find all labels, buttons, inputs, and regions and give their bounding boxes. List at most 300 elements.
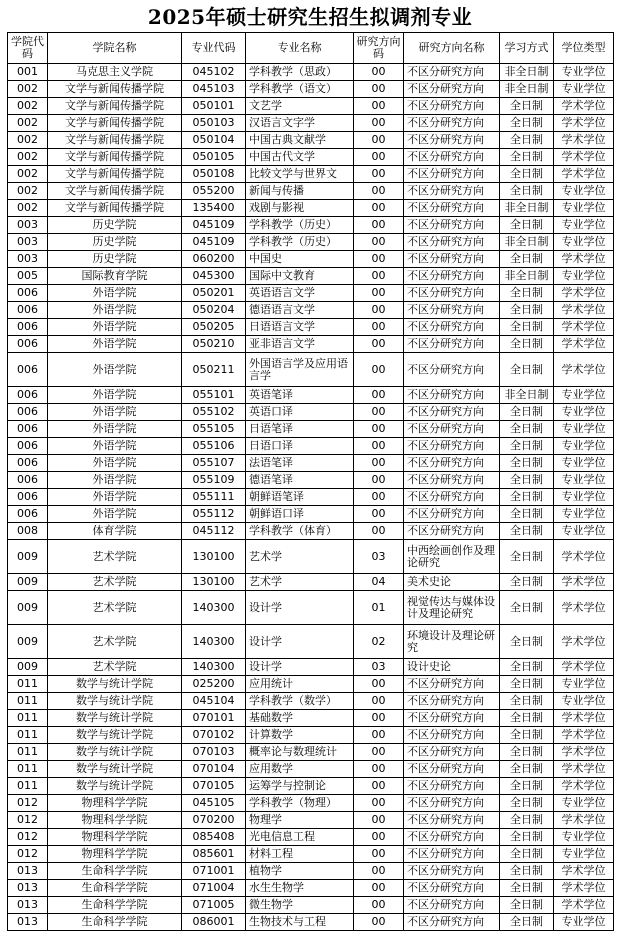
table-row	[8, 387, 614, 404]
cell-direction-name: 不区分研究方向	[404, 166, 500, 183]
cell-major-name: 学科教学（历史）	[246, 217, 354, 234]
cell-direction-name: 不区分研究方向	[404, 353, 500, 387]
cell-direction-name: 不区分研究方向	[404, 285, 500, 302]
cell-degree-type: 学术学位	[554, 625, 614, 659]
cell-direction-code: 00	[354, 523, 404, 540]
cell-study-mode: 全日制	[500, 438, 554, 455]
table-row	[8, 880, 614, 897]
table-row	[8, 64, 614, 81]
cell-direction-code: 00	[354, 438, 404, 455]
cell-direction-code: 00	[354, 506, 404, 523]
cell-direction-name: 不区分研究方向	[404, 336, 500, 353]
cell-major-name: 英语语言文学	[246, 285, 354, 302]
cell-direction-name: 不区分研究方向	[404, 81, 500, 98]
cell-major-name: 应用数学	[246, 761, 354, 778]
cell-college-name: 数学与统计学院	[48, 778, 182, 795]
cell-degree-type: 专业学位	[554, 455, 614, 472]
header-direction-code: 研究方向码	[354, 33, 404, 64]
cell-major-code: 055109	[182, 472, 246, 489]
cell-major-code: 050101	[182, 98, 246, 115]
cell-study-mode: 全日制	[500, 829, 554, 846]
cell-direction-code: 00	[354, 115, 404, 132]
cell-major-code: 140300	[182, 659, 246, 676]
cell-study-mode: 全日制	[500, 523, 554, 540]
cell-study-mode: 全日制	[500, 727, 554, 744]
cell-direction-code: 00	[354, 914, 404, 931]
cell-degree-type: 专业学位	[554, 693, 614, 710]
cell-college-code: 013	[8, 880, 48, 897]
cell-major-code: 045112	[182, 523, 246, 540]
table-row	[8, 183, 614, 200]
table-row	[8, 353, 614, 387]
cell-study-mode: 全日制	[500, 540, 554, 574]
cell-major-name: 日语语言文学	[246, 319, 354, 336]
cell-direction-name: 不区分研究方向	[404, 744, 500, 761]
cell-college-code: 013	[8, 897, 48, 914]
header-college-code: 学院代码	[8, 33, 48, 64]
cell-direction-code: 00	[354, 897, 404, 914]
table-row	[8, 693, 614, 710]
cell-major-code: 055106	[182, 438, 246, 455]
cell-major-code: 050108	[182, 166, 246, 183]
cell-major-code: 070200	[182, 812, 246, 829]
cell-college-name: 外语学院	[48, 285, 182, 302]
cell-study-mode: 全日制	[500, 217, 554, 234]
cell-major-code: 070105	[182, 778, 246, 795]
cell-college-name: 马克思主义学院	[48, 64, 182, 81]
cell-study-mode: 全日制	[500, 880, 554, 897]
table-row	[8, 268, 614, 285]
cell-college-name: 数学与统计学院	[48, 676, 182, 693]
cell-major-name: 朝鲜语口译	[246, 506, 354, 523]
cell-degree-type: 专业学位	[554, 200, 614, 217]
cell-degree-type: 专业学位	[554, 387, 614, 404]
cell-major-name: 设计学	[246, 591, 354, 625]
cell-major-name: 亚非语言文学	[246, 336, 354, 353]
table-row	[8, 132, 614, 149]
cell-college-code: 012	[8, 829, 48, 846]
cell-direction-name: 不区分研究方向	[404, 506, 500, 523]
cell-major-name: 应用统计	[246, 676, 354, 693]
cell-degree-type: 学术学位	[554, 319, 614, 336]
cell-college-name: 外语学院	[48, 438, 182, 455]
cell-direction-code: 00	[354, 846, 404, 863]
cell-college-name: 文学与新闻传播学院	[48, 98, 182, 115]
table-row	[8, 472, 614, 489]
cell-direction-name: 不区分研究方向	[404, 846, 500, 863]
cell-major-name: 运筹学与控制论	[246, 778, 354, 795]
table-row	[8, 421, 614, 438]
cell-direction-code: 00	[354, 489, 404, 506]
cell-college-code: 009	[8, 574, 48, 591]
cell-major-code: 045102	[182, 64, 246, 81]
table-header-row	[8, 33, 614, 64]
cell-direction-name: 不区分研究方向	[404, 727, 500, 744]
cell-major-code: 045109	[182, 217, 246, 234]
table-row	[8, 285, 614, 302]
document-title: 2025年硕士研究生招生拟调剂专业	[147, 5, 473, 29]
cell-degree-type: 学术学位	[554, 285, 614, 302]
table-row	[8, 81, 614, 98]
cell-major-code: 140300	[182, 591, 246, 625]
cell-major-code: 050103	[182, 115, 246, 132]
cell-college-code: 012	[8, 846, 48, 863]
cell-major-code: 055102	[182, 404, 246, 421]
cell-direction-code: 00	[354, 81, 404, 98]
cell-direction-code: 00	[354, 319, 404, 336]
cell-degree-type: 专业学位	[554, 183, 614, 200]
cell-college-name: 外语学院	[48, 421, 182, 438]
cell-study-mode: 全日制	[500, 659, 554, 676]
cell-major-name: 概率论与数理统计	[246, 744, 354, 761]
cell-direction-code: 00	[354, 166, 404, 183]
cell-direction-name: 不区分研究方向	[404, 200, 500, 217]
cell-college-code: 002	[8, 149, 48, 166]
cell-degree-type: 学术学位	[554, 897, 614, 914]
table-row	[8, 897, 614, 914]
cell-direction-name: 不区分研究方向	[404, 421, 500, 438]
cell-college-name: 艺术学院	[48, 659, 182, 676]
cell-study-mode: 全日制	[500, 710, 554, 727]
cell-degree-type: 学术学位	[554, 744, 614, 761]
table-row	[8, 574, 614, 591]
cell-degree-type: 专业学位	[554, 795, 614, 812]
cell-major-code: 050211	[182, 353, 246, 387]
cell-study-mode: 全日制	[500, 795, 554, 812]
cell-college-code: 013	[8, 863, 48, 880]
cell-college-name: 历史学院	[48, 234, 182, 251]
cell-study-mode: 非全日制	[500, 387, 554, 404]
cell-college-name: 生命科学学院	[48, 863, 182, 880]
cell-college-code: 006	[8, 455, 48, 472]
cell-direction-name: 不区分研究方向	[404, 812, 500, 829]
cell-direction-name: 不区分研究方向	[404, 710, 500, 727]
cell-college-code: 002	[8, 166, 48, 183]
cell-degree-type: 专业学位	[554, 676, 614, 693]
cell-college-code: 003	[8, 251, 48, 268]
header-study-mode: 学习方式	[500, 33, 554, 64]
table-row	[8, 591, 614, 625]
cell-college-code: 009	[8, 540, 48, 574]
cell-degree-type: 学术学位	[554, 574, 614, 591]
cell-major-name: 中国古代文学	[246, 149, 354, 166]
cell-college-code: 001	[8, 64, 48, 81]
cell-major-code: 045109	[182, 234, 246, 251]
cell-direction-code: 00	[354, 234, 404, 251]
cell-degree-type: 专业学位	[554, 268, 614, 285]
table-row	[8, 438, 614, 455]
cell-study-mode: 全日制	[500, 778, 554, 795]
cell-direction-code: 00	[354, 795, 404, 812]
cell-major-name: 英语口译	[246, 404, 354, 421]
table-row	[8, 727, 614, 744]
document-page	[7, 0, 613, 931]
cell-direction-code: 00	[354, 829, 404, 846]
cell-college-name: 物理科学学院	[48, 812, 182, 829]
cell-degree-type: 学术学位	[554, 353, 614, 387]
cell-college-code: 011	[8, 744, 48, 761]
cell-major-code: 050204	[182, 302, 246, 319]
cell-degree-type: 学术学位	[554, 778, 614, 795]
cell-college-code: 011	[8, 761, 48, 778]
cell-direction-name: 不区分研究方向	[404, 234, 500, 251]
cell-direction-name: 不区分研究方向	[404, 404, 500, 421]
cell-degree-type: 学术学位	[554, 659, 614, 676]
cell-college-code: 012	[8, 795, 48, 812]
cell-major-code: 130100	[182, 540, 246, 574]
cell-major-code: 025200	[182, 676, 246, 693]
cell-direction-code: 00	[354, 744, 404, 761]
cell-direction-name: 不区分研究方向	[404, 149, 500, 166]
cell-direction-code: 00	[354, 676, 404, 693]
cell-major-code: 055107	[182, 455, 246, 472]
cell-degree-type: 专业学位	[554, 438, 614, 455]
cell-degree-type: 专业学位	[554, 846, 614, 863]
cell-college-name: 外语学院	[48, 353, 182, 387]
table-row	[8, 166, 614, 183]
cell-direction-name: 不区分研究方向	[404, 693, 500, 710]
cell-major-code: 135400	[182, 200, 246, 217]
cell-major-name: 日语口译	[246, 438, 354, 455]
cell-study-mode: 全日制	[500, 183, 554, 200]
cell-major-name: 学科教学（思政）	[246, 64, 354, 81]
cell-college-code: 002	[8, 132, 48, 149]
cell-major-code: 050205	[182, 319, 246, 336]
cell-college-code: 011	[8, 778, 48, 795]
cell-direction-code: 00	[354, 336, 404, 353]
cell-college-code: 008	[8, 523, 48, 540]
table-row	[8, 625, 614, 659]
cell-major-code: 086001	[182, 914, 246, 931]
cell-major-code: 055105	[182, 421, 246, 438]
cell-study-mode: 全日制	[500, 132, 554, 149]
cell-study-mode: 全日制	[500, 625, 554, 659]
table-row	[8, 812, 614, 829]
cell-degree-type: 学术学位	[554, 863, 614, 880]
cell-major-name: 物理学	[246, 812, 354, 829]
cell-college-code: 011	[8, 710, 48, 727]
table-row	[8, 98, 614, 115]
cell-study-mode: 全日制	[500, 489, 554, 506]
cell-college-name: 数学与统计学院	[48, 727, 182, 744]
cell-college-name: 外语学院	[48, 336, 182, 353]
cell-degree-type: 专业学位	[554, 472, 614, 489]
cell-major-code: 070101	[182, 710, 246, 727]
cell-study-mode: 全日制	[500, 591, 554, 625]
cell-major-code: 071004	[182, 880, 246, 897]
table-row	[8, 302, 614, 319]
cell-study-mode: 非全日制	[500, 234, 554, 251]
cell-college-name: 历史学院	[48, 217, 182, 234]
cell-degree-type: 专业学位	[554, 829, 614, 846]
cell-college-name: 文学与新闻传播学院	[48, 166, 182, 183]
cell-direction-code: 00	[354, 302, 404, 319]
cell-major-name: 设计学	[246, 659, 354, 676]
table-row	[8, 506, 614, 523]
cell-degree-type: 学术学位	[554, 336, 614, 353]
table-row	[8, 115, 614, 132]
cell-college-code: 002	[8, 183, 48, 200]
cell-college-name: 文学与新闻传播学院	[48, 132, 182, 149]
cell-college-name: 外语学院	[48, 302, 182, 319]
cell-college-name: 外语学院	[48, 472, 182, 489]
cell-degree-type: 专业学位	[554, 64, 614, 81]
cell-study-mode: 全日制	[500, 846, 554, 863]
cell-direction-code: 00	[354, 710, 404, 727]
cell-major-name: 植物学	[246, 863, 354, 880]
table-row	[8, 404, 614, 421]
cell-college-name: 文学与新闻传播学院	[48, 200, 182, 217]
cell-major-code: 070102	[182, 727, 246, 744]
table-row	[8, 319, 614, 336]
cell-study-mode: 全日制	[500, 693, 554, 710]
cell-major-name: 外国语言学及应用语言学	[246, 353, 354, 387]
cell-major-code: 130100	[182, 574, 246, 591]
table-row	[8, 234, 614, 251]
cell-direction-code: 00	[354, 200, 404, 217]
cell-direction-name: 环境设计及理论研究	[404, 625, 500, 659]
cell-direction-code: 00	[354, 217, 404, 234]
cell-direction-code: 00	[354, 132, 404, 149]
cell-direction-code: 00	[354, 98, 404, 115]
cell-degree-type: 专业学位	[554, 234, 614, 251]
cell-direction-code: 00	[354, 778, 404, 795]
cell-college-name: 国际教育学院	[48, 268, 182, 285]
cell-college-name: 文学与新闻传播学院	[48, 115, 182, 132]
cell-direction-code: 01	[354, 591, 404, 625]
cell-major-code: 045105	[182, 795, 246, 812]
cell-college-name: 数学与统计学院	[48, 693, 182, 710]
table-row	[8, 744, 614, 761]
cell-degree-type: 学术学位	[554, 115, 614, 132]
cell-direction-name: 不区分研究方向	[404, 489, 500, 506]
table-row	[8, 489, 614, 506]
table-row	[8, 761, 614, 778]
cell-major-code: 140300	[182, 625, 246, 659]
cell-major-name: 设计学	[246, 625, 354, 659]
cell-major-name: 生物技术与工程	[246, 914, 354, 931]
cell-college-name: 生命科学学院	[48, 914, 182, 931]
cell-direction-code: 00	[354, 183, 404, 200]
cell-degree-type: 学术学位	[554, 761, 614, 778]
cell-direction-code: 00	[354, 863, 404, 880]
cell-college-code: 006	[8, 387, 48, 404]
cell-study-mode: 非全日制	[500, 81, 554, 98]
table-row	[8, 149, 614, 166]
cell-degree-type: 学术学位	[554, 812, 614, 829]
cell-study-mode: 非全日制	[500, 200, 554, 217]
cell-college-name: 外语学院	[48, 319, 182, 336]
cell-major-code: 045103	[182, 81, 246, 98]
cell-major-name: 文艺学	[246, 98, 354, 115]
cell-major-name: 基础数学	[246, 710, 354, 727]
cell-degree-type: 专业学位	[554, 914, 614, 931]
majors-table	[7, 32, 614, 931]
cell-college-name: 外语学院	[48, 387, 182, 404]
cell-major-name: 学科教学（数学）	[246, 693, 354, 710]
cell-major-code: 070103	[182, 744, 246, 761]
cell-college-code: 002	[8, 81, 48, 98]
cell-college-code: 005	[8, 268, 48, 285]
cell-direction-code: 04	[354, 574, 404, 591]
cell-study-mode: 全日制	[500, 744, 554, 761]
cell-college-name: 艺术学院	[48, 625, 182, 659]
cell-major-code: 055101	[182, 387, 246, 404]
cell-direction-name: 不区分研究方向	[404, 217, 500, 234]
cell-direction-code: 00	[354, 387, 404, 404]
cell-major-code: 070104	[182, 761, 246, 778]
cell-college-code: 006	[8, 489, 48, 506]
cell-major-code: 055111	[182, 489, 246, 506]
table-row	[8, 523, 614, 540]
cell-major-name: 比较文学与世界文	[246, 166, 354, 183]
header-degree-type: 学位类型	[554, 33, 614, 64]
cell-major-name: 学科教学（语文）	[246, 81, 354, 98]
cell-degree-type: 学术学位	[554, 149, 614, 166]
cell-direction-code: 00	[354, 64, 404, 81]
cell-college-name: 物理科学学院	[48, 846, 182, 863]
cell-major-name: 材料工程	[246, 846, 354, 863]
cell-degree-type: 专业学位	[554, 81, 614, 98]
cell-major-name: 德语笔译	[246, 472, 354, 489]
cell-study-mode: 全日制	[500, 455, 554, 472]
cell-direction-name: 不区分研究方向	[404, 302, 500, 319]
cell-major-name: 艺术学	[246, 540, 354, 574]
cell-study-mode: 全日制	[500, 761, 554, 778]
cell-major-code: 071005	[182, 897, 246, 914]
cell-major-name: 英语笔译	[246, 387, 354, 404]
cell-direction-name: 不区分研究方向	[404, 438, 500, 455]
table-row	[8, 846, 614, 863]
cell-degree-type: 学术学位	[554, 166, 614, 183]
cell-major-code: 060200	[182, 251, 246, 268]
cell-college-name: 外语学院	[48, 404, 182, 421]
cell-major-name: 中国古典文献学	[246, 132, 354, 149]
table-row	[8, 336, 614, 353]
cell-direction-code: 00	[354, 455, 404, 472]
table-row	[8, 676, 614, 693]
table-row	[8, 200, 614, 217]
cell-college-code: 003	[8, 234, 48, 251]
cell-direction-name: 不区分研究方向	[404, 115, 500, 132]
cell-direction-name: 不区分研究方向	[404, 914, 500, 931]
cell-study-mode: 全日制	[500, 863, 554, 880]
cell-direction-code: 00	[354, 268, 404, 285]
cell-college-code: 011	[8, 727, 48, 744]
cell-major-code: 085601	[182, 846, 246, 863]
cell-study-mode: 全日制	[500, 472, 554, 489]
header-major-code: 专业代码	[182, 33, 246, 64]
cell-major-name: 朝鲜语笔译	[246, 489, 354, 506]
cell-college-name: 艺术学院	[48, 591, 182, 625]
cell-major-name: 中国史	[246, 251, 354, 268]
cell-college-code: 006	[8, 302, 48, 319]
cell-direction-name: 不区分研究方向	[404, 268, 500, 285]
cell-college-name: 生命科学学院	[48, 897, 182, 914]
cell-major-code: 050105	[182, 149, 246, 166]
cell-college-code: 002	[8, 115, 48, 132]
cell-college-code: 006	[8, 438, 48, 455]
cell-degree-type: 专业学位	[554, 217, 614, 234]
cell-degree-type: 专业学位	[554, 506, 614, 523]
cell-direction-name: 不区分研究方向	[404, 472, 500, 489]
cell-direction-name: 不区分研究方向	[404, 132, 500, 149]
cell-direction-code: 03	[354, 659, 404, 676]
cell-direction-name: 不区分研究方向	[404, 795, 500, 812]
cell-study-mode: 全日制	[500, 319, 554, 336]
cell-college-name: 艺术学院	[48, 540, 182, 574]
cell-study-mode: 全日制	[500, 812, 554, 829]
